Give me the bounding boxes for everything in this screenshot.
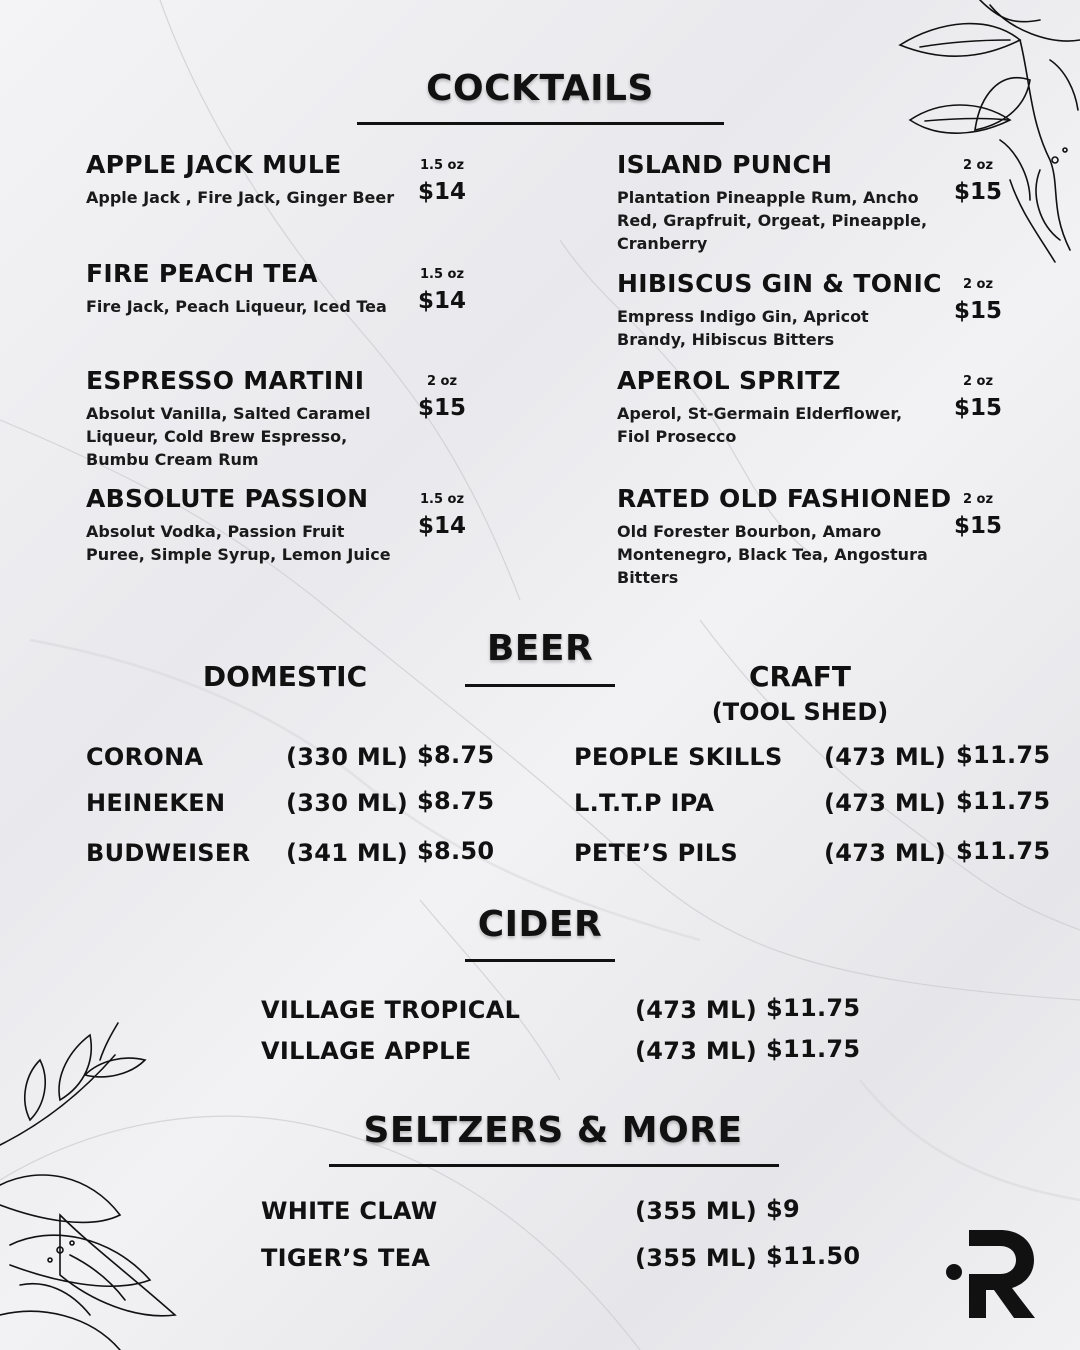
craft-beer-name: L.T.T.P IPA: [574, 789, 715, 817]
cocktail-name: FIRE PEACH TEA: [86, 259, 318, 288]
cocktail-name: ESPRESSO MARTINI: [86, 366, 365, 395]
cocktails-title-rule: [357, 122, 724, 125]
cocktail-price: $15: [417, 395, 466, 421]
domestic-beer-name: BUDWEISER: [86, 839, 251, 867]
cider-volume: (473 ML): [635, 1037, 757, 1065]
seltzer-volume: (355 ML): [635, 1244, 757, 1272]
r-brand-logo-icon: [942, 1222, 1037, 1324]
cocktail-ingredients: Aperol, St-Germain Elderflower, Fiol Prosecco: [617, 404, 903, 446]
cocktail-name: APPLE JACK MULE: [86, 150, 342, 179]
cocktail-price: $14: [417, 288, 466, 314]
cocktail-ingredients: Empress Indigo Gin, Apricot Brandy, Hibiscus Bitters: [617, 307, 869, 349]
cocktail-name: RATED OLD FASHIONED: [617, 484, 952, 513]
cocktail-ingredients: Plantation Pineapple Rum, Ancho Red, Grapfruit, Orgeat, Pineapple, Cranberry: [617, 188, 928, 253]
domestic-beer-volume: (330 ML): [286, 743, 408, 771]
domestic-beer-price: $8.50: [417, 837, 495, 865]
cocktail-price: $15: [953, 298, 1002, 324]
seltzer-volume: (355 ML): [635, 1197, 757, 1225]
craft-beer-price: $11.75: [956, 787, 1051, 815]
craft-beer-volume: (473 ML): [824, 743, 946, 771]
cocktail-ingredients: Fire Jack, Peach Liqueur, Iced Tea: [86, 297, 387, 316]
cocktail-name: ABSOLUTE PASSION: [86, 484, 369, 513]
domestic-beer-name: CORONA: [86, 743, 204, 771]
beer-title: BEER: [486, 628, 594, 669]
cocktail-price: $14: [417, 513, 466, 539]
craft-subheading: (TOOL SHED): [711, 698, 889, 726]
cocktail-ingredients: Absolut Vodka, Passion Fruit Puree, Simple Syrup, Lemon Juice: [86, 522, 391, 564]
cocktail-pour-size: 2 oz: [962, 492, 994, 507]
cocktail-pour-size: 2 oz: [962, 158, 994, 173]
domestic-beer-price: $8.75: [417, 741, 495, 769]
cider-name: VILLAGE APPLE: [261, 1037, 472, 1065]
cocktail-price: $15: [953, 513, 1002, 539]
cocktail-pour-size: 2 oz: [962, 374, 994, 389]
cocktail-ingredients: Apple Jack , Fire Jack, Ginger Beer: [86, 188, 395, 207]
cocktail-pour-size: 1.5 oz: [419, 492, 465, 507]
cider-price: $11.75: [766, 1035, 861, 1063]
cocktail-price: $15: [953, 179, 1002, 205]
cocktail-price: $15: [953, 395, 1002, 421]
cocktail-name: APEROL SPRITZ: [617, 366, 841, 395]
craft-beer-name: PETE’S PILS: [574, 839, 738, 867]
domestic-beer-price: $8.75: [417, 787, 495, 815]
domestic-beer-volume: (330 ML): [286, 789, 408, 817]
cocktail-name: ISLAND PUNCH: [617, 150, 833, 179]
domestic-beer-volume: (341 ML): [286, 839, 408, 867]
cider-name: VILLAGE TROPICAL: [261, 996, 521, 1024]
cocktail-name: HIBISCUS GIN & TONIC: [617, 269, 942, 298]
cocktail-ingredients: Old Forester Bourbon, Amaro Montenegro, Black Tea, Angostura Bitters: [617, 522, 928, 587]
seltzers-title: SELTZERS & MORE: [363, 1110, 743, 1151]
seltzer-name: TIGER’S TEA: [261, 1244, 431, 1272]
beer-title-rule: [465, 684, 615, 687]
cocktail-pour-size: 2 oz: [426, 374, 458, 389]
cocktail-price: $14: [417, 179, 466, 205]
domestic-heading: DOMESTIC: [202, 660, 368, 693]
cider-title-rule: [465, 959, 615, 962]
cocktail-pour-size: 2 oz: [962, 277, 994, 292]
craft-beer-price: $11.75: [956, 837, 1051, 865]
craft-beer-volume: (473 ML): [824, 789, 946, 817]
cocktail-pour-size: 1.5 oz: [419, 267, 465, 282]
cocktail-ingredients: Absolut Vanilla, Salted Caramel Liqueur, Cold Brew Espresso, Bumbu Cream Rum: [86, 404, 371, 469]
craft-beer-price: $11.75: [956, 741, 1051, 769]
seltzers-title-rule: [329, 1164, 779, 1167]
cider-price: $11.75: [766, 994, 861, 1022]
seltzer-price: $9: [766, 1195, 800, 1223]
domestic-beer-name: HEINEKEN: [86, 789, 226, 817]
floral-lily-bottom-left-icon: [0, 1015, 185, 1350]
craft-heading: CRAFT: [748, 660, 851, 693]
cocktail-pour-size: 1.5 oz: [419, 158, 465, 173]
cider-volume: (473 ML): [635, 996, 757, 1024]
seltzer-name: WHITE CLAW: [261, 1197, 438, 1225]
seltzer-price: $11.50: [766, 1242, 861, 1270]
craft-beer-volume: (473 ML): [824, 839, 946, 867]
craft-beer-name: PEOPLE SKILLS: [574, 743, 783, 771]
cider-title: CIDER: [477, 904, 603, 945]
cocktails-title: COCKTAILS: [426, 68, 654, 109]
